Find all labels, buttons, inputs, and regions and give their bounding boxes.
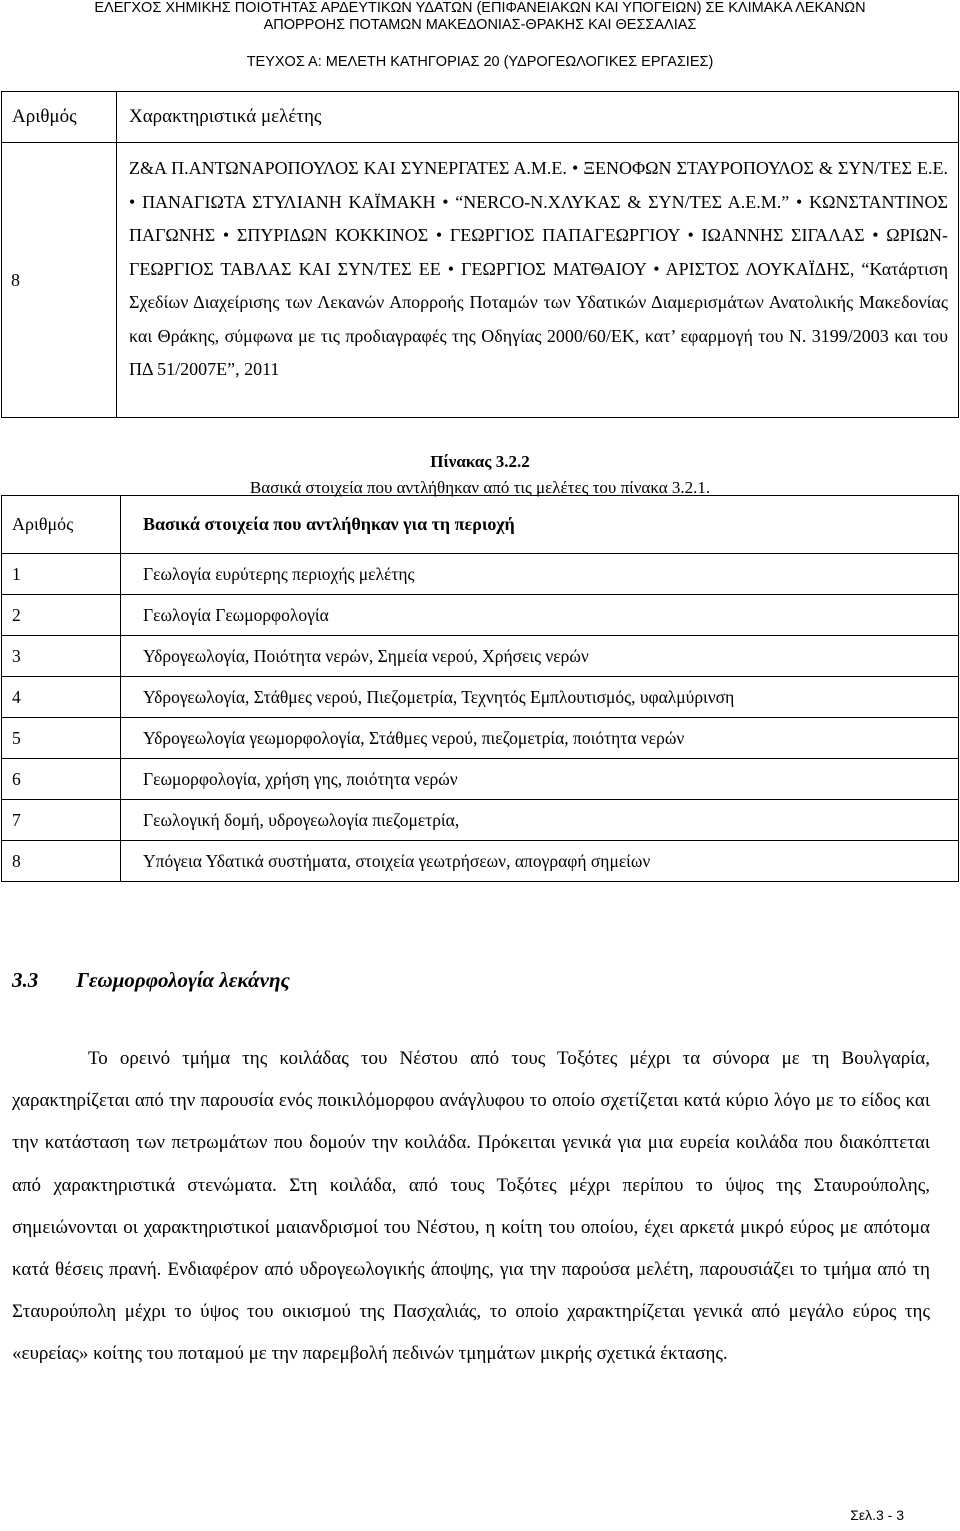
table-row: [2, 143, 959, 418]
row-text: Υδρογεωλογία, Ποιότητα νερών, Σημεία νερού, Χρήσεις νερών: [121, 636, 959, 677]
table-row: [2, 677, 959, 718]
row-number: 8: [2, 841, 121, 882]
section-title: Γεωμορφολογία λεκάνης: [76, 968, 290, 992]
table-row: [2, 759, 959, 800]
row-text: Γεωλογία Γεωμορφολογία: [121, 595, 959, 636]
study-characteristics-table: [1, 91, 959, 418]
table-header-row: [2, 92, 959, 143]
body-paragraph: Το ορεινό τμήμα της κοιλάδας του Νέστου από τους Τοξότες μέχρι τα σύνορα με τη Βουλγαρία, χαρακτηρίζεται από την παρουσία ενός ποικιλόμορφου ανάγλυφου το οποίο σχετίζεται κατά κύριο λόγο με το είδος και την κατάσταση των πετρωμάτων που δομούν την κοιλάδα. Πρόκειται γενικά για μια ευρεία κοιλάδα που διακόπτεται από χαρακτηριστικά στενώματα. Στη κοιλάδα, από τους Τοξότες μέχρι περίπου το ύψος της Σταυρούπολης, σημειώνονται οι χαρακτηριστικοί μαιανδρισμοί του Νέστου, η κοίτη του οποίου, έχει αρκετά μικρό εύρος με απότομα κατά θέσεις πρανή. Ενδιαφέρον από υδρογεωλογικής άποψης, για την παρούσα μελέτη, παρουσιάζει το τμήμα από τη Σταυρούπολη μέχρι το ύψος του οικισμού της Πασχαλιάς, το οποίο χαρακτηρίζεται γενικά από μεγάλο εύρος της «ευρείας» κοίτης του ποταμού με την παρεμβολή πεδινών τμημάτων μικρής σχετικά έκτασης.: [12, 1048, 930, 1365]
section-heading: [12, 968, 290, 993]
header-line-1: ΕΛΕΓΧΟΣ ΧΗΜΙΚΗΣ ΠΟΙΟΤΗΤΑΣ ΑΡΔΕΥΤΙΚΩΝ ΥΔΑΤΩΝ (ΕΠΙΦΑΝΕΙΑΚΩΝ ΚΑΙ ΥΠΟΓΕΙΩΝ) ΣΕ ΚΛΙΜΑΚΑ ΛΕΚΑΝΩΝ: [94, 0, 866, 16]
row-text: Υδρογεωλογία γεωμορφολογία, Στάθμες νερού, πιεζομετρία, ποιότητα νερών: [121, 718, 959, 759]
row-number: 5: [2, 718, 121, 759]
row-text: Υδρογεωλογία, Στάθμες νερού, Πιεζομετρία, Τεχνητός Εμπλουτισμός, υφαλμύρινση: [121, 677, 959, 718]
row-text: Γεωμορφολογία, χρήση γης, ποιότητα νερών: [121, 759, 959, 800]
header-line-3: ΤΕΥΧΟΣ Α: ΜΕΛΕΤΗ ΚΑΤΗΓΟΡΙΑΣ 20 (ΥΔΡΟΓΕΩΛΟΓΙΚΕΣ ΕΡΓΑΣΙΕΣ): [246, 54, 714, 70]
row-text: Υπόγεια Υδατικά συστήματα, στοιχεία γεωτρήσεων, απογραφή σημείων: [121, 841, 959, 882]
col-characteristics-header: Χαρακτηριστικά μελέτης: [117, 92, 959, 143]
table-row: [2, 636, 959, 677]
row-number: 6: [2, 759, 121, 800]
row-number: 1: [2, 554, 121, 595]
row-text: Ζ&Α Π.ΑΝΤΩΝΑΡΟΠΟΥΛΟΣ ΚΑΙ ΣΥΝΕΡΓΑΤΕΣ Α.Μ.Ε. • ΞΕΝΟΦΩΝ ΣΤΑΥΡΟΠΟΥΛΟΣ & ΣΥΝ/ΤΕΣ Ε.Ε. • ΠΑΝΑΓΙΩΤΑ ΣΤΥΛΙΑΝΗ ΚΑΪΜΑΚΗ • “NERCO-Ν.ΧΛΥΚΑΣ & ΣΥΝ/ΤΕΣ Α.Ε.Μ.” • ΚΩΝΣΤΑΝΤΙΝΟΣ ΠΑΓΩΝΗΣ • ΣΠΥΡΙΔΩΝ ΚΟΚΚΙΝΟΣ • ΓΕΩΡΓΙΟΣ ΠΑΠΑΓΕΩΡΓΙΟΥ • ΙΩΑΝΝΗΣ ΣΙΓΑΛΑΣ • ΩΡΙΩΝ-ΓΕΩΡΓΙΟΣ ΤΑΒΛΑΣ ΚΑΙ ΣΥΝ/ΤΕΣ ΕΕ • ΓΕΩΡΓΙΟΣ ΜΑΤΘΑΙΟΥ • ΑΡΙΣΤΟΣ ΛΟΥΚΑΪΔΗΣ, “Κατάρτιση Σχεδίων Διαχείρισης των Λεκανών Απορροής Ποταμών των Υδατικών Διαμερισμάτων Ανατολικής Μακεδονίας και Θράκης, σύμφωνα με τις προδιαγραφές της Οδηγίας 2000/60/ΕΚ, κατ’ εφαρμογή του Ν. 3199/2003 και του ΠΔ 51/2007Ε”, 2011: [117, 143, 959, 418]
table-row: [2, 595, 959, 636]
page-number: Σελ.3 - 3: [850, 1507, 904, 1523]
row-text: Γεωλογική δομή, υδρογεωλογία πιεζομετρία,: [121, 800, 959, 841]
col-number-header: Αριθμός: [2, 496, 121, 554]
col-data-header: Βασικά στοιχεία που αντλήθηκαν για τη περιοχή: [121, 496, 959, 554]
row-number: 4: [2, 677, 121, 718]
table-caption-title: Πίνακας 3.2.2: [430, 452, 530, 471]
table-row: [2, 554, 959, 595]
row-number: 8: [2, 143, 117, 418]
row-number: 7: [2, 800, 121, 841]
table-row: [2, 841, 959, 882]
col-number-header: Αριθμός: [2, 92, 117, 143]
row-number: 3: [2, 636, 121, 677]
table-row: [2, 718, 959, 759]
basic-data-table: [1, 495, 959, 882]
row-text: Γεωλογία ευρύτερης περιοχής μελέτης: [121, 554, 959, 595]
section-number: 3.3: [12, 968, 39, 992]
table-header-row: [2, 496, 959, 554]
row-number: 2: [2, 595, 121, 636]
header-line-2: ΑΠΟΡΡΟΗΣ ΠΟΤΑΜΩΝ ΜΑΚΕΔΟΝΙΑΣ-ΘΡΑΚΗΣ ΚΑΙ ΘΕΣΣΑΛΙΑΣ: [263, 17, 697, 33]
table-caption-subtitle: Βασικά στοιχεία που αντλήθηκαν από τις μελέτες του πίνακα 3.2.1.: [249, 478, 711, 497]
table-row: [2, 800, 959, 841]
